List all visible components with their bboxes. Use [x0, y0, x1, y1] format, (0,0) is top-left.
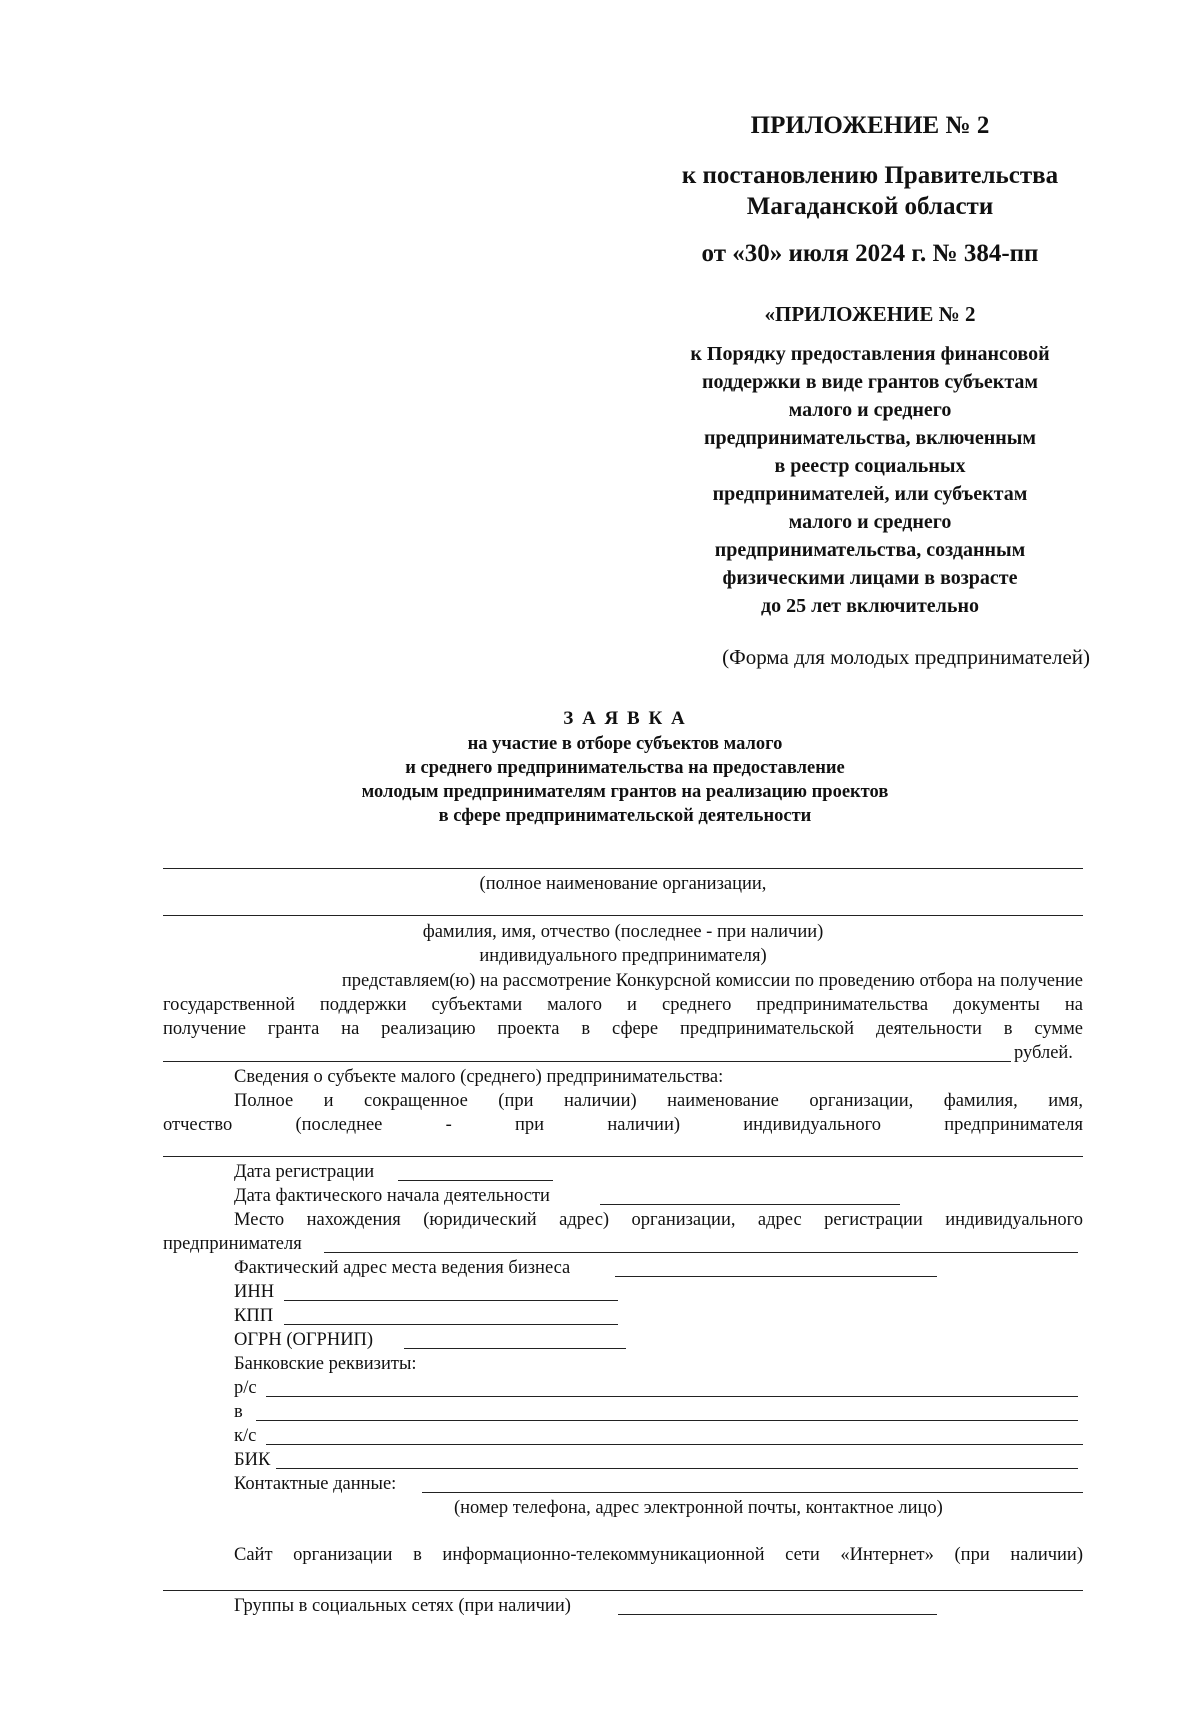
fullname-line-2 [163, 1113, 1083, 1137]
order-reference-line: предпринимательства, созданным [714, 539, 1026, 561]
intro-line-3: получение гранта на реализацию проекта в сфере предпринимательской деятельности в сумме [163, 1019, 1083, 1039]
caption-ip: индивидуального предпринимателя) [479, 946, 767, 966]
ks-field[interactable] [266, 1444, 1083, 1445]
location-line-1: Место нахождения (юридический адрес) организации, адрес регистрации индивидуального [234, 1210, 1083, 1230]
fullname-word: индивидуального [743, 1115, 881, 1135]
appendix-title: ПРИЛОЖЕНИЕ № 2 [750, 112, 990, 139]
start-date-field[interactable] [600, 1204, 900, 1205]
kpp-field[interactable] [284, 1324, 618, 1325]
order-reference-line: к Порядку предоставления финансовой [690, 343, 1050, 365]
application-title: З А Я В К А [563, 708, 687, 729]
rs-field[interactable] [266, 1396, 1078, 1397]
order-reference-line: предпринимателей, или субъектам [712, 483, 1028, 505]
inn-label: ИНН [234, 1282, 275, 1302]
fullname-word: при [515, 1115, 545, 1135]
intro-line-1: представляем(ю) на рассмотрение Конкурсной комиссии по проведению отбора на получение [341, 971, 1083, 991]
resolution-date: от «30» июля 2024 г. № 384-пп [701, 240, 1039, 267]
kpp-label: КПП [234, 1306, 274, 1326]
form-note: (Форма для молодых предпринимателей) [722, 645, 1090, 669]
caption-fio: фамилия, имя, отчество (последнее - при наличии) [422, 922, 824, 942]
fullname-field-line[interactable] [163, 1156, 1083, 1157]
contacts-field[interactable] [422, 1492, 1083, 1493]
social-label: Группы в социальных сетях (при наличии) [234, 1596, 571, 1616]
caption-org: (полное наименование организации, [479, 874, 767, 894]
application-subtitle-line: и среднего предпринимательства на предоставление [405, 758, 845, 778]
resolution-line-2: Магаданской области [746, 193, 994, 220]
bik-label: БИК [234, 1450, 271, 1470]
fullname-word: - [445, 1115, 452, 1135]
application-subtitle-line: на участие в отборе субъектов малого [467, 734, 783, 754]
actual-address-label: Фактический адрес места ведения бизнеса [234, 1258, 571, 1278]
fullname-word: наличии) [607, 1115, 681, 1135]
bank-details-heading: Банковские реквизиты: [234, 1354, 417, 1374]
actual-address-field[interactable] [615, 1276, 937, 1277]
start-date-label: Дата фактического начала деятельности [234, 1186, 550, 1206]
fullname-word: отчество [163, 1115, 233, 1135]
order-reference-block [600, 340, 1140, 620]
website-label: Сайт организации в информационно-телекоммуникационной сети «Интернет» (при наличии) [234, 1545, 1083, 1565]
location-field[interactable] [324, 1252, 1078, 1253]
bik-field[interactable] [276, 1468, 1078, 1469]
order-reference-line: физическими лицами в возрасте [722, 567, 1018, 589]
rubles-label: рублей. [1014, 1043, 1073, 1063]
inn-field[interactable] [284, 1300, 618, 1301]
reg-date-field[interactable] [398, 1180, 553, 1181]
org-name-line[interactable] [163, 868, 1083, 869]
application-subtitle-line: в сфере предпринимательской деятельности [438, 806, 812, 826]
location-line-2: предпринимателя [163, 1234, 302, 1254]
order-reference-line: до 25 лет включительно [761, 595, 979, 617]
contacts-caption: (номер телефона, адрес электронной почты, контактное лицо) [454, 1498, 943, 1518]
inner-appendix-title: «ПРИЛОЖЕНИЕ № 2 [764, 302, 976, 326]
subject-info-heading: Сведения о субъекте малого (среднего) предпринимательства: [234, 1067, 724, 1087]
fullname-word: (последнее [295, 1115, 383, 1135]
order-reference-line: в реестр социальных [774, 455, 966, 477]
amount-line[interactable] [163, 1061, 1011, 1062]
intro-line-2: государственной поддержки субъектами малого и среднего предпринимательства документы на [163, 995, 1083, 1015]
application-subtitle [130, 732, 1120, 828]
bank-name-field[interactable] [256, 1420, 1078, 1421]
order-reference-line: предпринимательства, включенным [703, 427, 1037, 449]
fullname-word: предпринимателя [944, 1115, 1083, 1135]
ogrn-label: ОГРН (ОГРНИП) [234, 1330, 374, 1350]
resolution-line-1: к постановлению Правительства [681, 162, 1059, 189]
ogrn-field[interactable] [404, 1348, 626, 1349]
application-subtitle-line: молодым предпринимателям грантов на реализацию проектов [361, 782, 889, 802]
fullname-line-1: Полное и сокращенное (при наличии) наименование организации, фамилия, имя, [234, 1091, 1083, 1111]
ks-label: к/с [234, 1426, 257, 1446]
order-reference-line: малого и среднего [788, 399, 952, 421]
contacts-label: Контактные данные: [234, 1474, 397, 1494]
bank-name-label: в [234, 1402, 243, 1422]
order-reference-line: малого и среднего [788, 511, 952, 533]
reg-date-label: Дата регистрации [234, 1162, 375, 1182]
social-field[interactable] [618, 1614, 937, 1615]
fio-line[interactable] [163, 915, 1083, 916]
order-reference-line: поддержки в виде грантов субъектам [701, 371, 1039, 393]
website-field[interactable] [163, 1590, 1083, 1591]
rs-label: р/с [234, 1378, 257, 1398]
